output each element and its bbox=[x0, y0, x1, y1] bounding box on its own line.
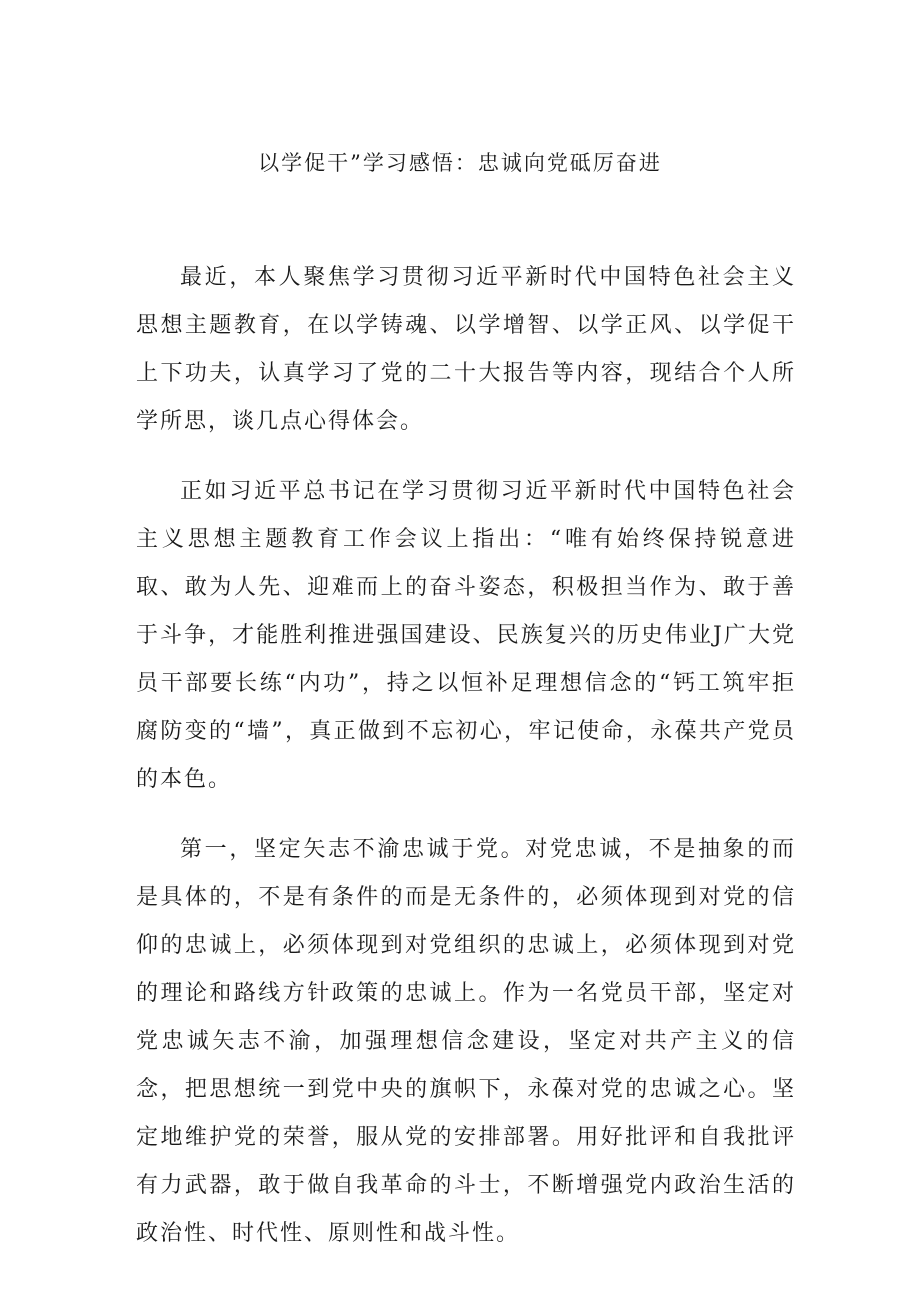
paragraph-quote: 正如习近平总书记在学习贯彻习近平新时代中国特色社会主义思想主题教育工作会议上指出：“唯有始终保持锐意进取、敢为人先、迎难而上的奋斗姿态，积极担当作为、敢于善于斗争，才能胜利推进强国建设、民族复兴的历史伟业J广大党员干部要长练“内功”，持之以恒补足理想信念的“钙工筑牢拒腐防变的“墙”，真正做到不忘初心，牢记使命，永葆共产党员的本色。 bbox=[136, 479, 796, 792]
document-body bbox=[136, 254, 796, 1280]
paragraph-first-point: 第一，坚定矢志不渝忠诚于党。对党忠诚，不是抽象的而是具体的，不是有条件的而是无条件的，必须体现到对党的信仰的忠诚上，必须体现到对党组织的忠诚上，必须体现到对党的理论和路线方针政策的忠诚上。作为一名党员干部，坚定对党忠诚矢志不渝，加强理想信念建设，坚定对共产主义的信念，把思想统一到党中央的旗帜下，永葆对党的忠诚之心。坚定地维护党的荣誉，服从党的安排部署。用好批评和自我批评有力武器，敢于做自我革命的斗士，不断增强党内政治生活的政治性、时代性、原则性和战斗性。 bbox=[136, 837, 796, 1246]
document-title: 以学促干”学习感悟：忠诚向党砥厉奋进 bbox=[258, 151, 662, 175]
paragraph-intro: 最近，本人聚焦学习贯彻习近平新时代中国特色社会主义思想主题教育，在以学铸魂、以学增智、以学正风、以学促干上下功夫，认真学习了党的二十大报告等内容，现结合个人所学所思，谈几点心得体会。 bbox=[136, 265, 796, 434]
